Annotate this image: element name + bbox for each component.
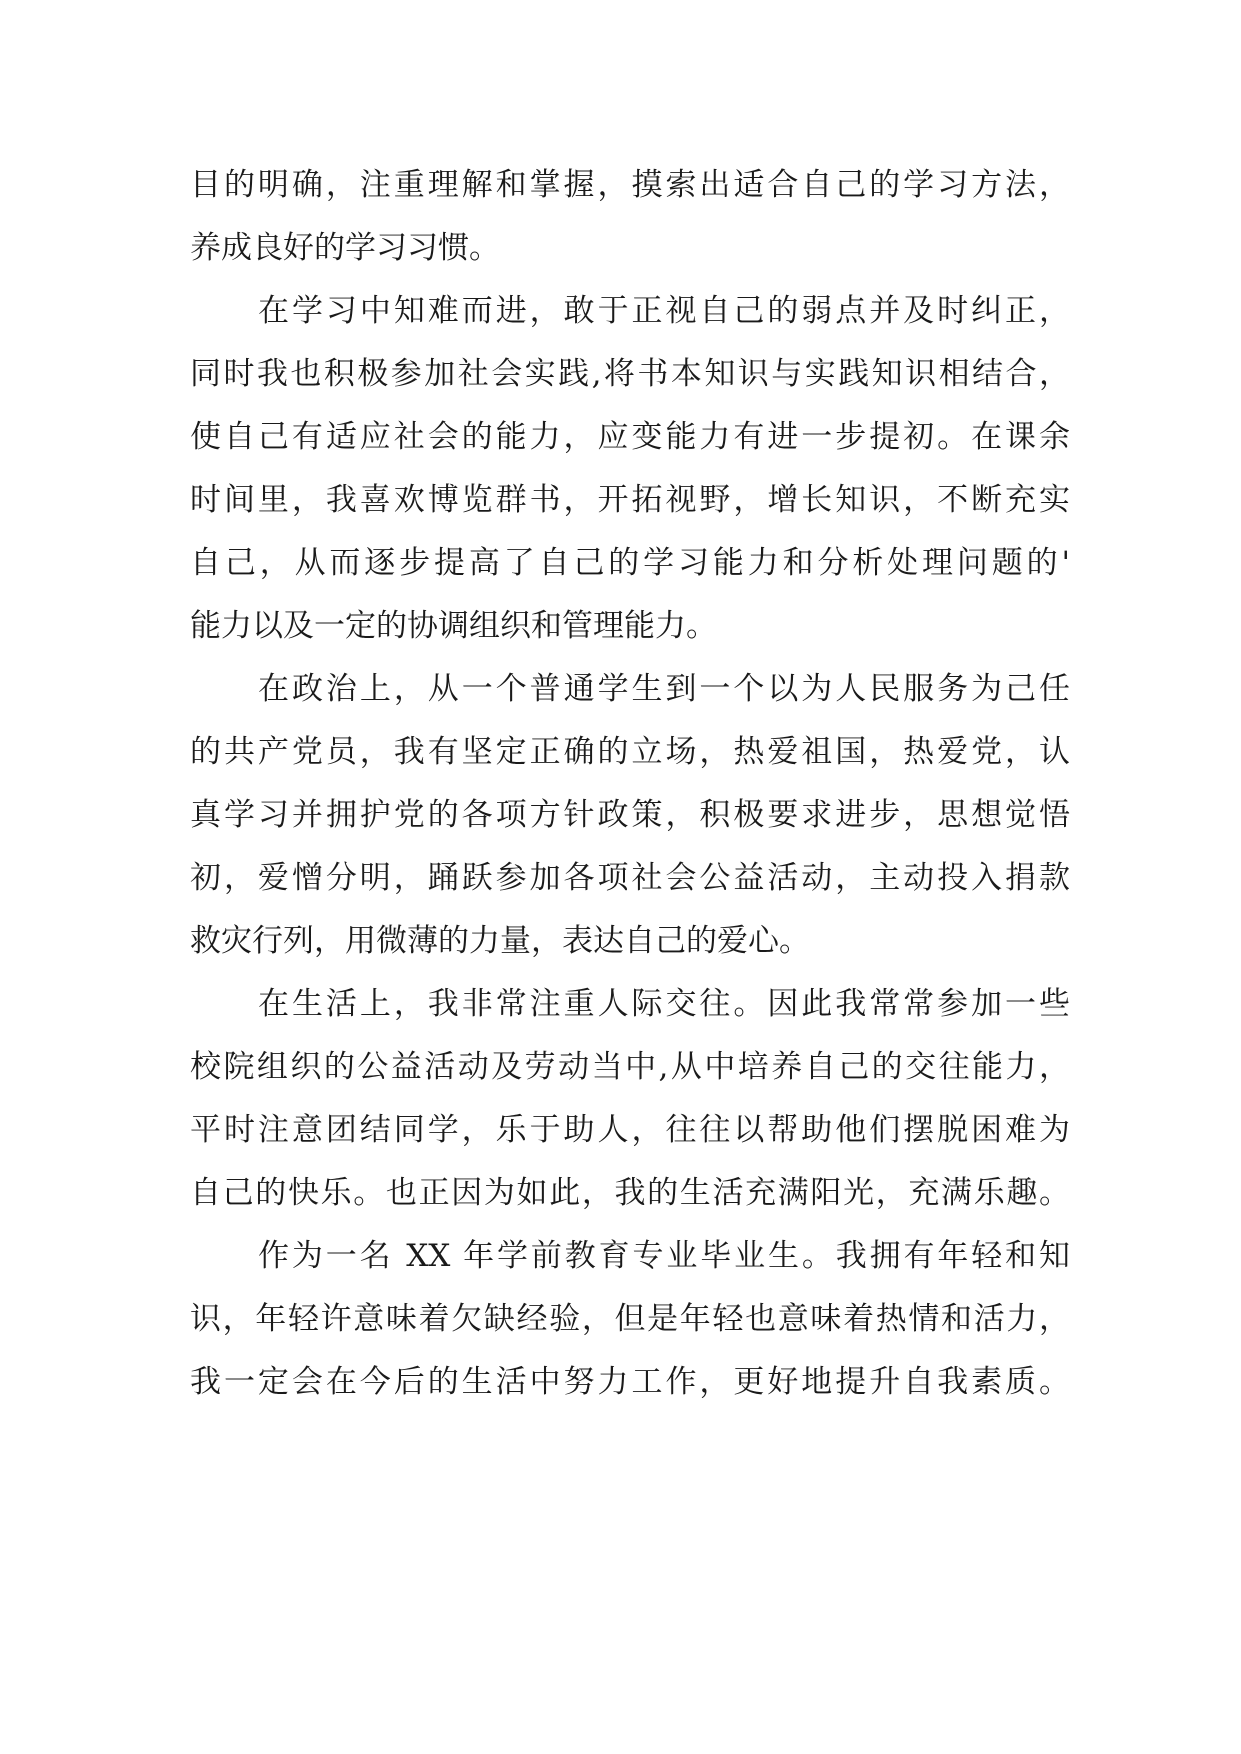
- paragraph-4: [190, 981, 1070, 1217]
- text-line: 作为一名 XX 年学前教育专业毕业生。我拥有年轻和知: [258, 1238, 1070, 1274]
- text-line: 自己，从而逐步提高了自己的学习能力和分析处理问题的': [190, 545, 1070, 581]
- text-line: 初，爱憎分明，踊跃参加各项社会公益活动，主动投入捐款: [190, 860, 1070, 896]
- text-line: 自己的快乐。也正因为如此，我的生活充满阳光，充满乐趣。: [190, 1175, 1070, 1211]
- text-line: 养成良好的学习习惯。: [190, 230, 500, 266]
- text-line: 识，年轻许意味着欠缺经验，但是年轻也意味着热情和活力，: [190, 1301, 1070, 1337]
- text-line: 我一定会在今后的生活中努力工作，更好地提升自我素质。: [190, 1364, 1070, 1400]
- text-line: 救灾行列，用微薄的力量，表达自己的爱心。: [190, 923, 810, 959]
- text-line: 时间里，我喜欢博览群书，开拓视野，增长知识，不断充实: [190, 482, 1070, 518]
- text-line: 能力以及一定的协调组织和管理能力。: [190, 608, 717, 644]
- text-line: 在学习中知难而进，敢于正视自己的弱点并及时纠正，: [258, 293, 1070, 329]
- text-line: 目的明确，注重理解和掌握，摸索出适合自己的学习方法，: [190, 167, 1070, 203]
- text-line: 使自己有适应社会的能力，应变能力有进一步提初。在课余: [190, 419, 1070, 455]
- paragraph-3: [190, 666, 1070, 965]
- text-line: 真学习并拥护党的各项方针政策，积极要求进步，思想觉悟: [190, 797, 1070, 833]
- text-line: 校院组织的公益活动及劳动当中,从中培养自己的交往能力，: [190, 1049, 1070, 1085]
- text-line: 平时注意团结同学，乐于助人，往往以帮助他们摆脱困难为: [190, 1112, 1070, 1148]
- paragraph-2: [190, 288, 1070, 650]
- paragraph-1: [190, 162, 1070, 272]
- text-line: 同时我也积极参加社会实践,将书本知识与实践知识相结合，: [190, 356, 1070, 392]
- text-line: 的共产党员，我有坚定正确的立场，热爱祖国，热爱党，认: [190, 734, 1070, 770]
- text-line: 在政治上，从一个普通学生到一个以为人民服务为己任: [258, 671, 1070, 707]
- text-line: 在生活上，我非常注重人际交往。因此我常常参加一些: [258, 986, 1070, 1022]
- document-body: [190, 162, 1070, 1422]
- paragraph-5: [190, 1233, 1070, 1406]
